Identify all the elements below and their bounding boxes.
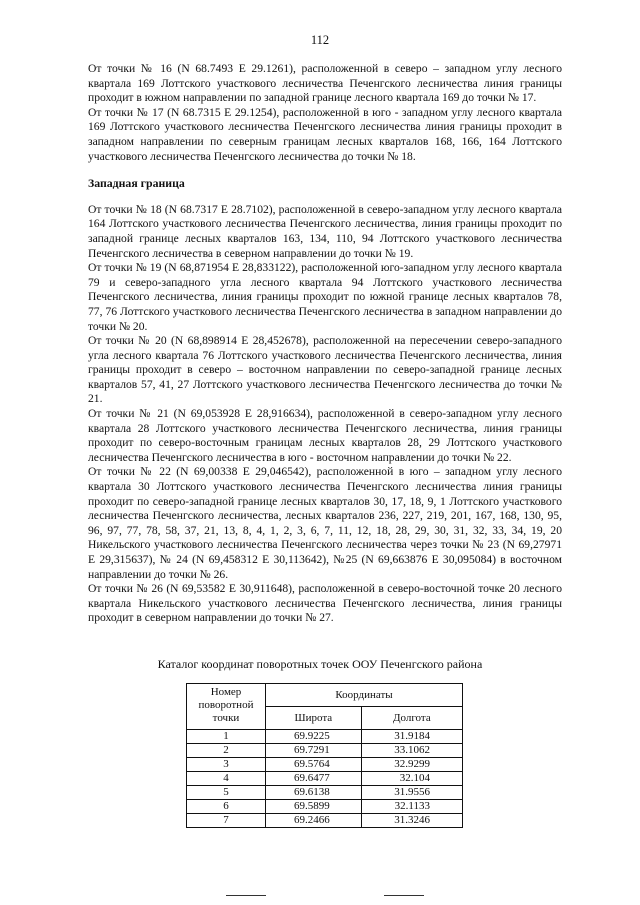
paragraph: От точки № 20 (N 68,898914 E 28,452678), расположенной на пересечении северо-западного угла лесного квартала 76 Лоттского участкового лесничества Печенгского лесничества, линия границы проходит в северо – восточном направлении по северо-западной границе лесных кварталов 57, 41, 27 Лоттского участкового лесничества Печенгского лесничества до точки № 21. (88, 334, 562, 406)
footer-rule-left (226, 895, 266, 896)
header-coordinates: Координаты (266, 684, 463, 707)
section-title: Западная граница (88, 176, 185, 191)
latitude-cell: 69.9225 (266, 730, 362, 744)
paragraph: От точки № 17 (N 68.7315 E 29.1254), расположенной в юго - западном углу лесного квартала 169 Лоттского участкового лесничества Печенгского лесничества линия границы проходит в западном направлении по северным границам лесных кварталов 168, 166, 164 Лоттского участкового лесничества Печенгского лесничества до точки № 18. (88, 105, 562, 163)
table-row (187, 800, 463, 814)
paragraph: От точки № 26 (N 69,53582 E 30,911648), расположенной в северо-восточной точке 20 лесного квартала Никельского участкового лесничества Печенгского лесничества, линия границы проходит в северном направлении до точки № 27. (88, 582, 562, 625)
paragraph: От точки № 19 (N 68,871954 E 28,833122), расположенной юго-западном углу лесного квартала 79 и северо-западного угла лесного квартала 94 Лоттского участкового лесничества Печенгского лесничества, линия границы проходит по южной границе лесных кварталов 78, 77, 76 Лоттского участкового лесничества Печенгского лесничества в западном направлении до точки № 20. (88, 261, 562, 333)
header-longitude: Долгота (361, 707, 462, 730)
document-body (88, 62, 562, 626)
longitude-cell: 31.9556 (361, 786, 462, 800)
latitude-cell: 69.5899 (266, 800, 362, 814)
longitude-cell: 31.3246 (361, 814, 462, 828)
paragraph: От точки № 16 (N 68.7493 E 29.1261), расположенной в северо – западном углу лесного квартала 169 Лоттского участкового лесничества Печенгского лесничества линия границы проходит в южном направлении по западной границе лесного квартала 169 до точки № 17. (88, 62, 562, 105)
longitude-cell: 33.1062 (361, 744, 462, 758)
point-number: 4 (187, 772, 266, 786)
table-row (187, 744, 463, 758)
longitude-cell: 32.9299 (361, 758, 462, 772)
coordinates-table (186, 683, 463, 828)
header-point-number: Номер поворотной точки (187, 684, 266, 730)
latitude-cell: 69.7291 (266, 744, 362, 758)
table-row (187, 814, 463, 828)
footer-rule-right (384, 895, 424, 896)
point-number: 1 (187, 730, 266, 744)
longitude-cell: 32.104 (361, 772, 462, 786)
longitude-cell: 31.9184 (361, 730, 462, 744)
paragraph: От точки № 18 (N 68.7317 E 28.7102), расположенной в северо-западном углу лесного квартала 164 Лоттского участкового лесничества Печенгского лесничества, линия границы проходит по западной границе лесных кварталов 163, 134, 110, 94 Лоттского участкового лесничества Печенгского лесничества в северном направлении до точки № 19. (88, 202, 562, 260)
page-number: 112 (310, 33, 330, 47)
point-number: 2 (187, 744, 266, 758)
point-number: 3 (187, 758, 266, 772)
table-row (187, 758, 463, 772)
paragraph: От точки № 21 (N 69,053928 E 28,916634), расположенной в северо-западном углу лесного квартала 28 Лоттского участкового лесничества Печенгского лесничества, линия границы проходит по северо-восточным границам лесных кварталов 28, 29 Лоттского участкового лесничества Печенгского лесничества в юго - восточном направлении до точки № 22. (88, 407, 562, 464)
header-latitude: Широта (266, 707, 362, 730)
latitude-cell: 69.2466 (266, 814, 362, 828)
point-number: 7 (187, 814, 266, 828)
point-number: 6 (187, 800, 266, 814)
latitude-cell: 69.6477 (266, 772, 362, 786)
table-row (187, 786, 463, 800)
longitude-cell: 32.1133 (361, 800, 462, 814)
table-row (187, 772, 463, 786)
latitude-cell: 69.5764 (266, 758, 362, 772)
latitude-cell: 69.6138 (266, 786, 362, 800)
table-caption: Каталог координат поворотных точек ООУ Печенгского района (157, 657, 483, 671)
paragraph: От точки № 22 (N 69,00338 E 29,046542), расположенной в юго – западном углу лесного квартала 30 Лоттского участкового лесничества Печенгского лесничества линия границы проходит по северо-западной границе лесных кварталов 30, 17, 18, 9, 1 Лоттского участкового лесничества Печенгского лесничества, лесных кварталов 236, 227, 219, 201, 167, 168, 130, 95, 96, 97, 77, 78, 58, 37, 21, 13, 8, 4, 1, 2, 3, 6, 7, 11, 12, 18, 28, 29, 30, 31, 32, 33, 34, 19, 20 Никельского участкового лесничества Печенгского лесничества через точки № 23 (N 69,27971 E 29,315637), № 24 (N 69,458312 E 30,113642), №25 (N 69,663876 E 30,095084) в восточном направлении до точки № 26. (88, 465, 562, 581)
table-row (187, 730, 463, 744)
point-number: 5 (187, 786, 266, 800)
